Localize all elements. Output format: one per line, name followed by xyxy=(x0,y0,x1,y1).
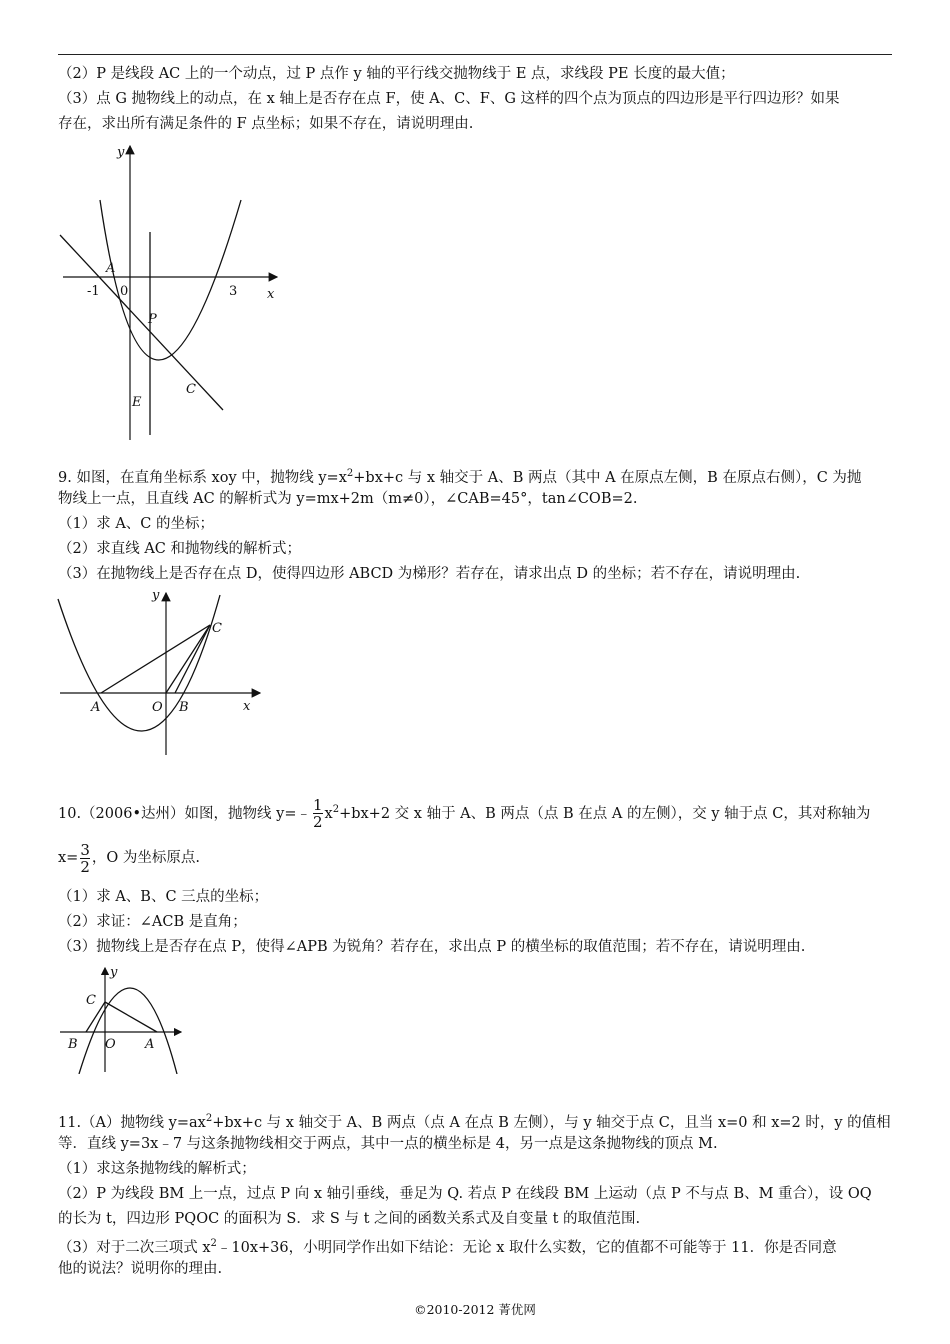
label-a: A xyxy=(91,700,101,715)
line-ca xyxy=(105,1002,157,1032)
label-p: P xyxy=(148,312,157,327)
label-o: O xyxy=(152,700,163,715)
label-b: B xyxy=(179,700,189,715)
label-3: 3 xyxy=(229,284,238,299)
q10-part1: （1）求 A、B、C 三点的坐标； xyxy=(58,889,269,905)
q9-part1: （1）求 A、C 的坐标； xyxy=(58,516,215,532)
line-ac xyxy=(60,235,223,410)
label-b: B xyxy=(68,1037,78,1052)
q10-line2: x= $\frac{3}{2}$ ，O 为坐标原点. xyxy=(58,840,200,876)
label-origin: 0 xyxy=(120,284,129,299)
label-minus1: -1 xyxy=(87,284,100,299)
line-oc xyxy=(166,625,210,693)
label-e: E xyxy=(132,395,142,410)
q11-part2-line1: （2）P 为线段 BM 上一点，过点 P 向 x 轴引垂线，垂足为 Q. 若点 P 在线段 BM 上运动（点 P 不与点 B、M 重合），设 OQ xyxy=(58,1186,872,1202)
q8-part3-line1: （3）点 G 抛物线上的动点，在 x 轴上是否存在点 F，使 A、C、F、G 这样的四个点为顶点的四边形是平行四边形？如果 xyxy=(58,91,840,107)
label-c: C xyxy=(186,382,196,397)
q8-part3-line2: 存在，求出所有满足条件的 F 点坐标；如果不存在，请说明理由. xyxy=(58,116,474,132)
q9-part2: （2）求直线 AC 和抛物线的解析式； xyxy=(58,541,302,557)
q9-part3: （3）在抛物线上是否存在点 D，使得四边形 ABCD 为梯形？若存在，请求出点 D 的坐标；若不存在，请说明理由. xyxy=(58,566,801,582)
label-a: A xyxy=(106,261,116,276)
parabola xyxy=(100,200,241,360)
label-a: A xyxy=(145,1037,155,1052)
label-x: x xyxy=(243,699,251,714)
q9-line1: 9. 如图，在直角坐标系 xoy 中，抛物线 $y=x^2+bx+c$ 与 x 轴交于 A、B 两点（其中 A 在原点左侧，B 在原点右侧），C 为抛 xyxy=(58,468,862,486)
label-c: C xyxy=(86,993,96,1008)
q11-part1: （1）求这条抛物线的解析式； xyxy=(58,1161,256,1177)
label-y: y xyxy=(110,965,118,980)
label-c: C xyxy=(212,621,222,636)
label-y: y xyxy=(117,145,125,160)
q8-part2: （2）P 是线段 AC 上的一个动点，过 P 点作 y 轴的平行线交抛物线于 E 点，求线段 PE 长度的最大值； xyxy=(58,66,735,82)
label-o: O xyxy=(105,1037,116,1052)
q10-figure xyxy=(57,962,187,1074)
q10-part2: （2）求证：∠ACB 是直角； xyxy=(58,914,247,930)
q9-line2: 物线上一点，且直线 AC 的解析式为 y=mx+2m（m≠0），∠CAB=45°，tan∠COB=2. xyxy=(58,491,638,507)
q9-figure xyxy=(55,585,270,765)
fraction-three-halves: $\frac{3}{2}$ xyxy=(80,840,90,876)
q8-figure xyxy=(55,140,295,445)
header-rule xyxy=(58,54,892,55)
q11-part3-line2: 他的说法？说明你的理由. xyxy=(58,1261,223,1277)
q11-line1: 11.（A）抛物线 $y=ax^2+bx+c$ 与 x 轴交于 A、B 两点（点 A 在点 B 左侧），与 y 轴交于点 C，且当 x=0 和 x=2 时，y 的值相 xyxy=(58,1113,891,1131)
line-ac xyxy=(101,625,210,693)
footer-copyright: ©2010-2012 菁优网 xyxy=(414,1302,536,1317)
q10-line1: 10.（2006•达州）如图，抛物线 y=﹣ $\frac{1}{2}$ $x^2+bx+2$ 交 x 轴于 A、B 两点（点 B 在点 A 的左侧），交 y 轴于点 C，其对称轴为 xyxy=(58,796,871,832)
q11-part3-line1: （3）对于二次三项式 $x^2﹣10x+36$，小明同学作出如下结论：无论 x 取什么实数，它的值都不可能等于 11．你是否同意 xyxy=(58,1238,837,1256)
parabola xyxy=(58,595,220,731)
q10-part3: （3）抛物线上是否存在点 P，使得∠APB 为锐角？若存在，求出点 P 的横坐标的取值范围；若不存在，请说明理由. xyxy=(58,939,806,955)
label-x: x xyxy=(267,287,275,302)
q11-part2-line2: 的长为 t，四边形 PQOC 的面积为 S．求 S 与 t 之间的函数关系式及自变量 t 的取值范围. xyxy=(58,1211,641,1227)
fraction-half: $\frac{1}{2}$ xyxy=(312,796,323,832)
q11-line2: 等．直线 y=3x﹣7 与这条抛物线相交于两点，其中一点的横坐标是 4，另一点是这条抛物线的顶点 M. xyxy=(58,1136,718,1152)
label-y: y xyxy=(152,588,160,603)
